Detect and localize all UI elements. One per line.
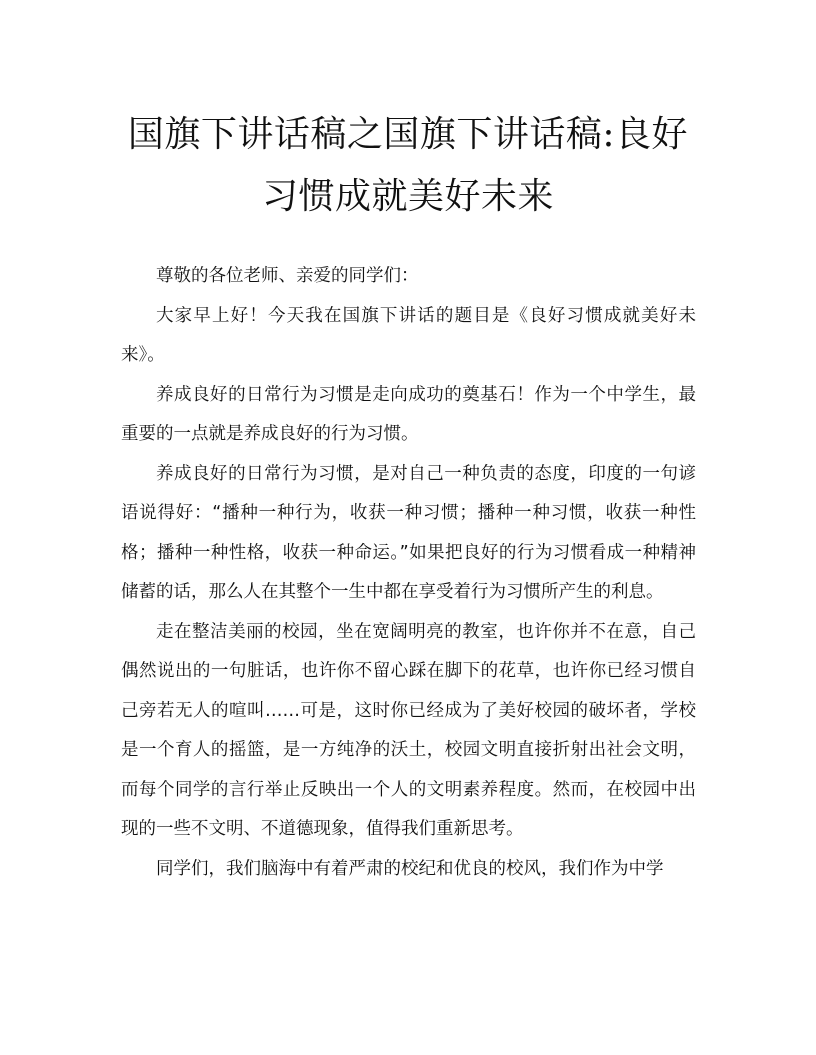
body-paragraph: 同学们，我们脑海中有着严肃的校纪和优良的校风，我们作为中学: [156, 858, 664, 879]
salutation-paragraph: 尊敬的各位老师、亲爱的同学们：: [156, 266, 419, 286]
greeting-paragraph: 大家早上好！今天我在国旗下讲话的题目是《良好习惯成就美好未来》。: [121, 305, 696, 365]
body-paragraph: 养成良好的日常行为习惯，是对自己一种负责的态度，印度的一句谚语说得好：“播种一种行为，收获一种习惯；播种一种习惯，收获一种性格；播种一种性格，收获一种命运。”如果把良好的行为习惯看成一种精神储蓄的话，那么人在其整个一生中都在享受着行为习惯所产生的利息。: [121, 463, 696, 602]
document-title: 国旗下讲话稿之国旗下讲话稿:良好习惯成就美好未来: [127, 114, 689, 217]
body-paragraph: 走在整洁美丽的校园，坐在宽阔明亮的教室，也许你并不在意，自己偶然说出的一句脏话，也许你不留心踩在脚下的花草，也许你已经习惯自己旁若无人的喧叫……可是，这时你已经成为了美好校园的破坏者，学校是一个育人的摇篮，是一方纯净的沃土，校园文明直接折射出社会文明，而每个同学的言行举止反映出一个人的文明素养程度。然而，在校园中出现的一些不文明、不道德现象，值得我们重新思考。: [121, 621, 696, 839]
document-body: [121, 257, 696, 889]
body-paragraph: 养成良好的日常行为习惯是走向成功的奠基石！作为一个中学生，最重要的一点就是养成良好的行为习惯。: [121, 384, 696, 444]
